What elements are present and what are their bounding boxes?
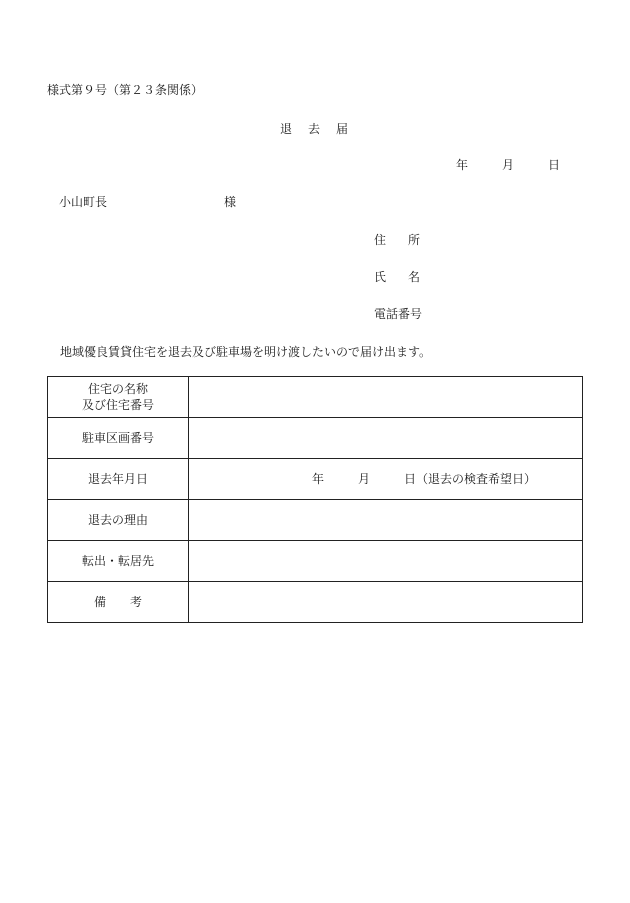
table-row (48, 500, 583, 541)
remarks-field[interactable] (189, 582, 583, 623)
move-out-date-label: 退去年月日 (48, 459, 189, 500)
date-month-label: 月 (502, 158, 515, 172)
date-day-label: 日 (548, 158, 561, 172)
housing-name-label (48, 377, 189, 418)
addressee-honorific: 様 (224, 195, 237, 209)
move-out-day-label: 日（退去の検査希望日） (404, 472, 537, 486)
move-out-date-field[interactable] (189, 459, 583, 500)
remarks-char-2: 考 (130, 595, 143, 609)
statement-text: 地域優良賃貸住宅を退去及び駐車場を明け渡したいので届け出ます。 (60, 345, 432, 359)
parking-number-label: 駐車区画番号 (48, 418, 189, 459)
move-out-year-label: 年 (312, 472, 325, 486)
table-row (48, 541, 583, 582)
table-row (48, 582, 583, 623)
table-row (48, 418, 583, 459)
remarks-label (48, 582, 189, 623)
name-char-2: 名 (408, 270, 421, 284)
applicant-phone-label: 電話番号 (374, 307, 423, 321)
name-char-1: 氏 (374, 270, 387, 284)
form-number: 様式第９号（第２３条関係） (47, 83, 204, 97)
submission-date (456, 156, 560, 173)
applicant-address-label (374, 231, 420, 248)
remarks-char-1: 備 (93, 595, 106, 609)
new-address-field[interactable] (189, 541, 583, 582)
document-title: 退 去 届 (280, 122, 351, 136)
table-row (48, 459, 583, 500)
table-row (48, 377, 583, 418)
date-year-label: 年 (456, 158, 469, 172)
new-address-label: 転出・転居先 (48, 541, 189, 582)
applicant-name-label (374, 268, 420, 285)
reason-label: 退去の理由 (48, 500, 189, 541)
housing-name-field[interactable] (189, 377, 583, 418)
notice-table (47, 376, 583, 623)
housing-name-line2: 及び住宅番号 (81, 398, 154, 412)
addressee-name: 小山町長 (59, 195, 108, 209)
addressee (59, 193, 236, 210)
housing-name-line1: 住宅の名称 (87, 382, 148, 396)
move-out-month-label: 月 (358, 472, 371, 486)
reason-field[interactable] (189, 500, 583, 541)
address-char-1: 住 (374, 233, 387, 247)
address-char-2: 所 (408, 233, 421, 247)
parking-number-field[interactable] (189, 418, 583, 459)
